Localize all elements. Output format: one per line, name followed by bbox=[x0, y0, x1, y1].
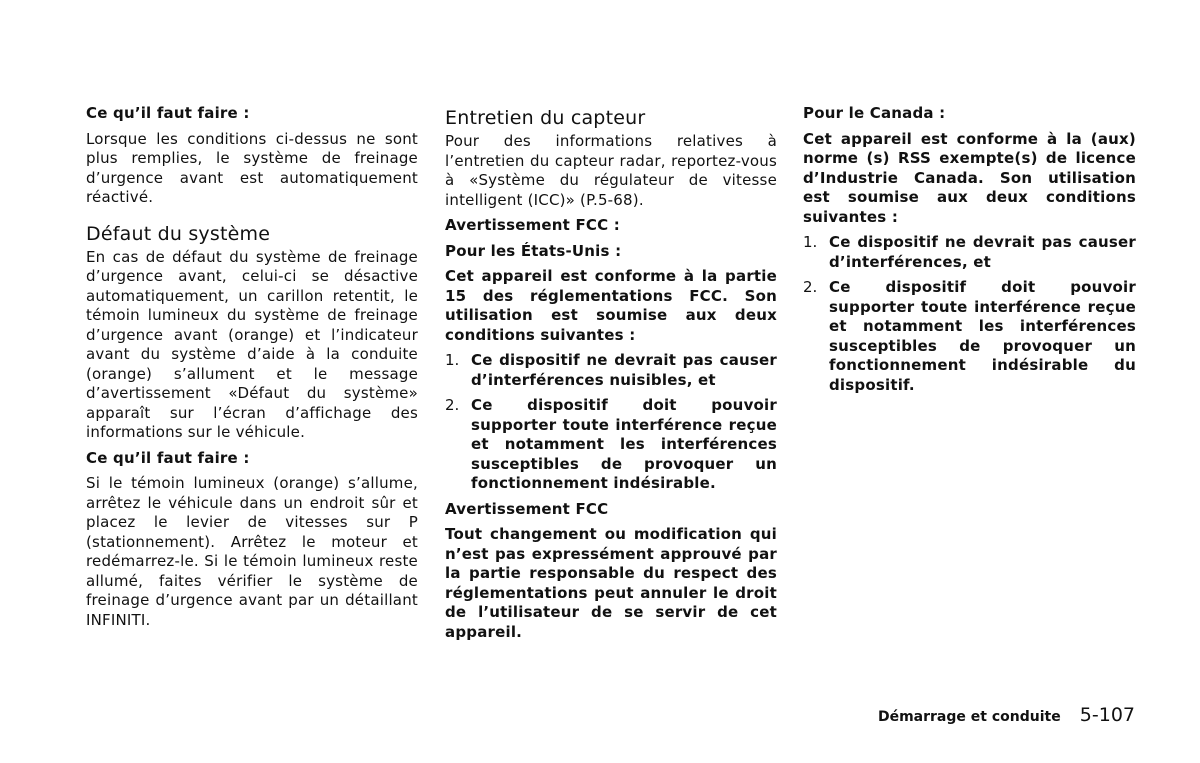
list-text: Ce dispositif doit pouvoir supporter toute interférence reçue et notamment les interférences susceptibles de provoquer un fonctionnement indésirable. bbox=[471, 396, 777, 492]
fcc-warning-label: Avertissement FCC : bbox=[445, 216, 620, 234]
list-number: 2. bbox=[803, 278, 818, 296]
list-text: Ce dispositif ne devrait pas causer d’interférences nuisibles, et bbox=[471, 351, 777, 389]
page-footer bbox=[0, 704, 1135, 726]
what-to-do-label-2: Ce qu’il faut faire : bbox=[86, 448, 250, 467]
sensor-maintenance-paragraph: Pour des informations relatives à l’entretien du capteur radar, reportez-vous à «Système du régulateur de vitesse intelligent (ICC)» (P.5-68). bbox=[445, 132, 777, 209]
list-item bbox=[803, 233, 1136, 272]
list-text: Ce dispositif ne devrait pas causer d’interférences, et bbox=[829, 233, 1136, 271]
section-title: Démarrage et conduite bbox=[877, 709, 1061, 725]
sensor-maintenance-heading: Entretien du capteur bbox=[445, 107, 646, 129]
fcc-compliance-paragraph: Cet appareil est conforme à la partie 15 des réglementations FCC. Son utilisation est soumise aux deux conditions suivantes : bbox=[445, 267, 777, 344]
warning-light-paragraph: Si le témoin lumineux (orange) s’allume, arrêtez le véhicule dans un endroit sûr et placez le levier de vitesses sur P (stationnement). Arrêtez le moteur et redémarrez-le. Si le témoin lumineux reste allumé, faites vérifier le système de freinage d’urgence avant par un détaillant INFINITI. bbox=[86, 474, 418, 629]
page-number: 5-107 bbox=[1079, 704, 1135, 726]
rss-compliance-paragraph: Cet appareil est conforme à la (aux) norme (s) RSS exempte(s) de licence d’Industrie Canada. Son utilisation est soumise aux deux conditions suivantes : bbox=[803, 129, 1136, 226]
fcc-warning-label-2: Avertissement FCC bbox=[445, 499, 609, 518]
list-number: 1. bbox=[445, 351, 460, 369]
canada-label: Pour le Canada : bbox=[803, 104, 946, 122]
column-left bbox=[86, 104, 418, 636]
system-fault-paragraph: En cas de défaut du système de freinage d’urgence avant, celui-ci se désactive automatiquement, un carillon retentit, le témoin lumineux du système de freinage d’urgence avant (orange) et l’indicateur avant du système d’aide à la conduite (orange) s’allument et le message d’avertissement «Défaut du système» apparaît sur l’écran d’affichage des informations sur le véhicule. bbox=[86, 247, 418, 441]
column-middle bbox=[445, 104, 777, 648]
column-right bbox=[803, 104, 1136, 401]
what-to-do-label: Ce qu’il faut faire : bbox=[86, 104, 250, 122]
list-item bbox=[445, 351, 777, 390]
system-fault-heading: Défaut du système bbox=[86, 222, 271, 245]
list-number: 2. bbox=[445, 396, 460, 414]
usa-label: Pour les États-Unis : bbox=[445, 241, 622, 260]
list-item bbox=[445, 396, 777, 494]
modification-paragraph: Tout changement ou modification qui n’est pas expressément approuvé par la partie responsable du respect des réglementations peut annuler le droit de l’utilisateur de se servir de cet appareil. bbox=[445, 525, 777, 641]
reactivation-paragraph: Lorsque les conditions ci-dessus ne sont plus remplies, le système de freinage d’urgence avant est automatiquement réactivé. bbox=[86, 129, 418, 206]
list-item bbox=[803, 278, 1136, 395]
list-text: Ce dispositif doit pouvoir supporter toute interférence reçue et notamment les interférences susceptibles de provoquer un fonctionnement indésirable du dispositif. bbox=[829, 278, 1136, 394]
list-number: 1. bbox=[803, 233, 818, 251]
